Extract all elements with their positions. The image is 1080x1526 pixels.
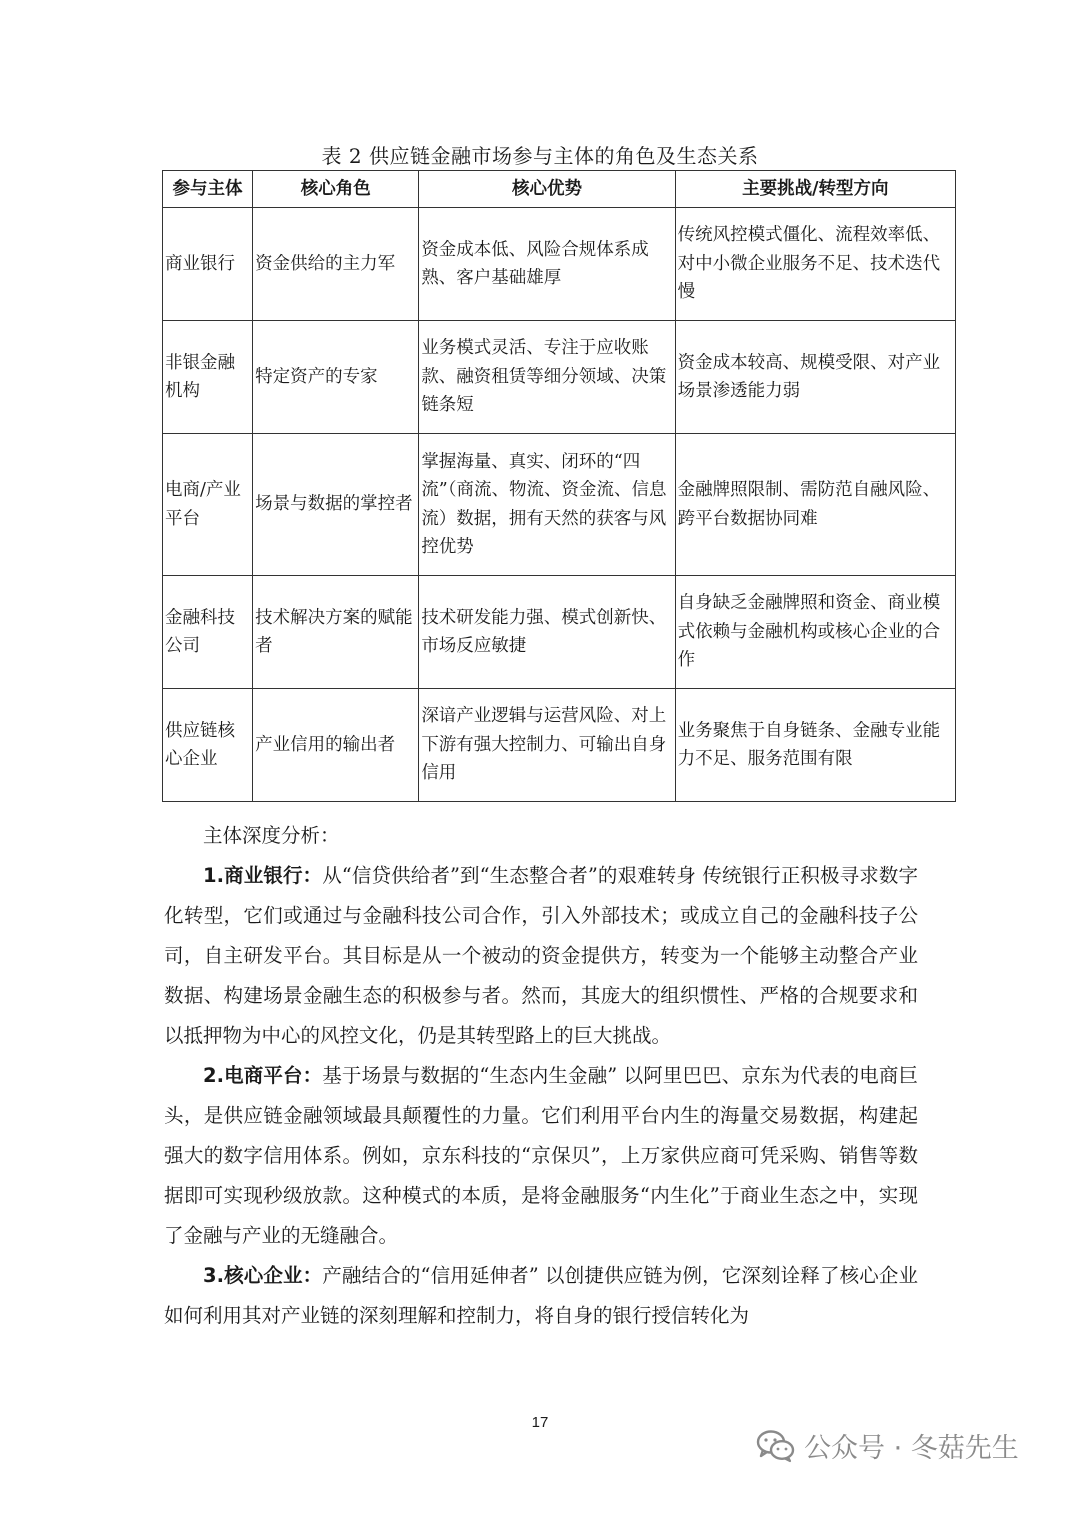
paragraph-text: 产融结合的“信用延伸者” 以创捷供应链为例，它深刻诠释了核心企业如何利用其对产业链的深刻理解和控制力，将自身的银行授信转化为 bbox=[164, 1264, 918, 1327]
table-cell: 资金成本较高、规模受限、对产业场景渗透能力弱 bbox=[675, 321, 955, 434]
table-caption: 表 2 供应链金融市场参与主体的角色及生态关系 bbox=[321, 144, 759, 168]
table-cell: 非银金融机构 bbox=[163, 321, 253, 434]
table-header-row bbox=[163, 171, 956, 208]
participants-table bbox=[162, 170, 956, 802]
watermark bbox=[756, 1426, 1019, 1465]
table-cell: 金融科技公司 bbox=[163, 576, 253, 689]
watermark-text: 公众号 · 冬菇先生 bbox=[804, 1433, 1019, 1464]
table-cell: 掌握海量、真实、闭环的“四流”（商流、物流、资金流、信息流）数据，拥有天然的获客与风控优势 bbox=[419, 434, 675, 576]
header-cell: 核心角色 bbox=[253, 171, 419, 208]
table-row bbox=[163, 576, 956, 689]
table-cell: 自身缺乏金融牌照和资金、商业模式依赖与金融机构或核心企业的合作 bbox=[675, 576, 955, 689]
table-cell: 供应链核心企业 bbox=[163, 689, 253, 802]
table-cell: 电商/产业平台 bbox=[163, 434, 253, 576]
header-cell: 核心优势 bbox=[419, 171, 675, 208]
table-row bbox=[163, 208, 956, 321]
table-cell: 场景与数据的掌控者 bbox=[253, 434, 419, 576]
analysis-paragraph bbox=[164, 1056, 918, 1256]
table-cell: 金融牌照限制、需防范自融风险、跨平台数据协同难 bbox=[675, 434, 955, 576]
wechat-icon bbox=[756, 1429, 796, 1463]
table-cell: 商业银行 bbox=[163, 208, 253, 321]
table-cell: 技术研发能力强、模式创新快、市场反应敏捷 bbox=[419, 576, 675, 689]
table-cell: 资金成本低、风险合规体系成熟、客户基础雄厚 bbox=[419, 208, 675, 321]
table-row bbox=[163, 321, 956, 434]
table-cell: 技术解决方案的赋能者 bbox=[253, 576, 419, 689]
paragraph-title: 3.核心企业： bbox=[203, 1264, 323, 1287]
table-cell: 特定资产的专家 bbox=[253, 321, 419, 434]
analysis-paragraph bbox=[164, 856, 918, 1056]
table-cell: 业务聚焦于自身链条、金融专业能力不足、服务范围有限 bbox=[675, 689, 955, 802]
table-row bbox=[163, 434, 956, 576]
page-number: 17 bbox=[531, 1414, 549, 1431]
table-cell: 传统风控模式僵化、流程效率低、对中小微企业服务不足、技术迭代慢 bbox=[675, 208, 955, 321]
analysis-paragraph bbox=[164, 1256, 918, 1336]
header-cell: 参与主体 bbox=[163, 171, 253, 208]
paragraph-text: 基于场景与数据的“生态内生金融” 以阿里巴巴、京东为代表的电商巨头，是供应链金融领域最具颠覆性的力量。它们利用平台内生的海量交易数据，构建起强大的数字信用体系。例如，京东科技的“京保贝”，上万家供应商可凭采购、销售等数据即可实现秒级放款。这种模式的本质，是将金融服务“内生化”于商业生态之中，实现了金融与产业的无缝融合。 bbox=[164, 1064, 918, 1247]
paragraph-text: 从“信贷供给者”到“生态整合者”的艰难转身 传统银行正积极寻求数字化转型，它们或通过与金融科技公司合作，引入外部技术；或成立自己的金融科技子公司，自主研发平台。其目标是从一个被动的资金提供方，转变为一个能够主动整合产业数据、构建场景金融生态的积极参与者。然而，其庞大的组织惯性、严格的合规要求和以抵押物为中心的风控文化，仍是其转型路上的巨大挑战。 bbox=[164, 864, 918, 1047]
table-cell: 业务模式灵活、专注于应收账款、融资租赁等细分领域、决策链条短 bbox=[419, 321, 675, 434]
analysis-heading: 主体深度分析： bbox=[203, 824, 340, 847]
paragraph-title: 2.电商平台： bbox=[203, 1064, 323, 1087]
paragraph-title: 1.商业银行： bbox=[203, 864, 323, 887]
table-cell: 深谙产业逻辑与运营风险、对上下游有强大控制力、可输出自身信用 bbox=[419, 689, 675, 802]
table-row bbox=[163, 689, 956, 802]
header-cell: 主要挑战/转型方向 bbox=[675, 171, 955, 208]
analysis-section bbox=[164, 816, 918, 1336]
table-cell: 资金供给的主力军 bbox=[253, 208, 419, 321]
table-cell: 产业信用的输出者 bbox=[253, 689, 419, 802]
